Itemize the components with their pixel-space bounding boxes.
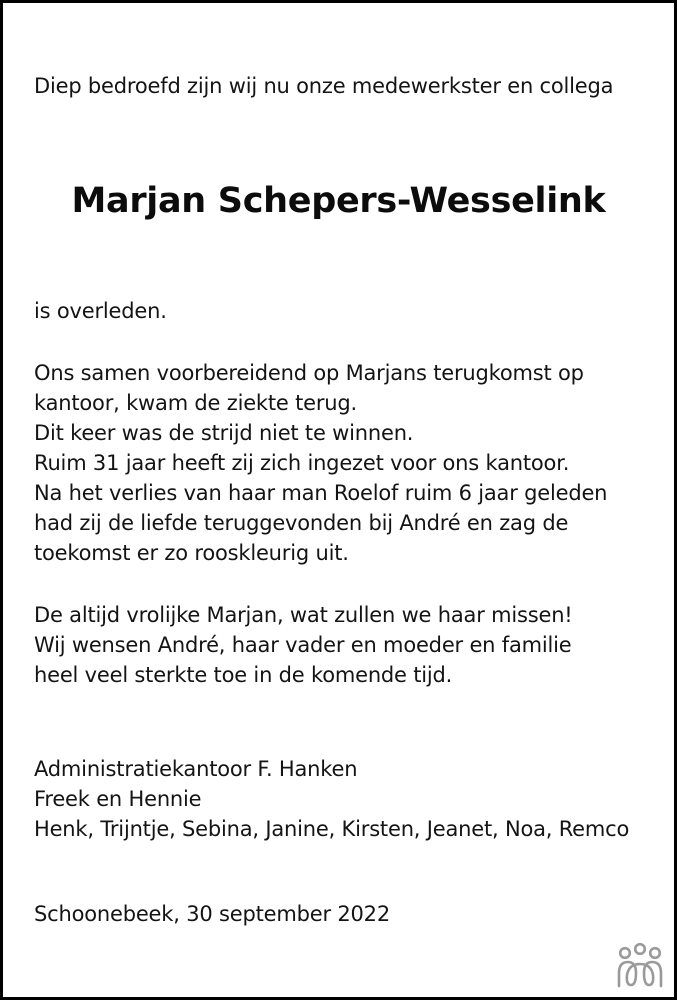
- text-line: heel veel sterkte toe in de komende tijd.: [34, 663, 453, 687]
- signatures: [34, 754, 629, 844]
- paragraph-memory: [34, 358, 607, 568]
- signature-owners: Freek en Hennie: [34, 787, 202, 811]
- signature-company: Administratiekantoor F. Hanken: [34, 757, 358, 781]
- text-line: kantoor, kwam de ziekte terug.: [34, 391, 358, 415]
- paragraph-condolences: [34, 600, 573, 690]
- text-line: Dit keer was de strijd niet te winnen.: [34, 421, 414, 445]
- text-line: toekomst er zo rooskleurig uit.: [34, 541, 349, 565]
- intro-text: Diep bedroefd zijn wij nu onze medewerkster en collega: [34, 74, 614, 98]
- deceased-name: Marjan Schepers-Wesselink: [71, 181, 606, 221]
- deceased-line: is overleden.: [34, 299, 167, 323]
- text-line: Ruim 31 jaar heeft zij zich ingezet voor ons kantoor.: [34, 451, 570, 475]
- signature-colleagues: Henk, Trijntje, Sebina, Janine, Kirsten, Jeanet, Noa, Remco: [34, 817, 630, 841]
- text-line: Ons samen voorbereidend op Marjans terugkomst op: [34, 361, 584, 385]
- place-date: Schoonebeek, 30 september 2022: [34, 902, 390, 926]
- text-line: De altijd vrolijke Marjan, wat zullen we haar missen!: [34, 603, 573, 627]
- family-people-icon: [616, 943, 664, 989]
- text-line: had zij de liefde teruggevonden bij André en zag de: [34, 511, 569, 535]
- text-line: Wij wensen André, haar vader en moeder en familie: [34, 633, 572, 657]
- text-line: Na het verlies van haar man Roelof ruim 6 jaar geleden: [34, 481, 608, 505]
